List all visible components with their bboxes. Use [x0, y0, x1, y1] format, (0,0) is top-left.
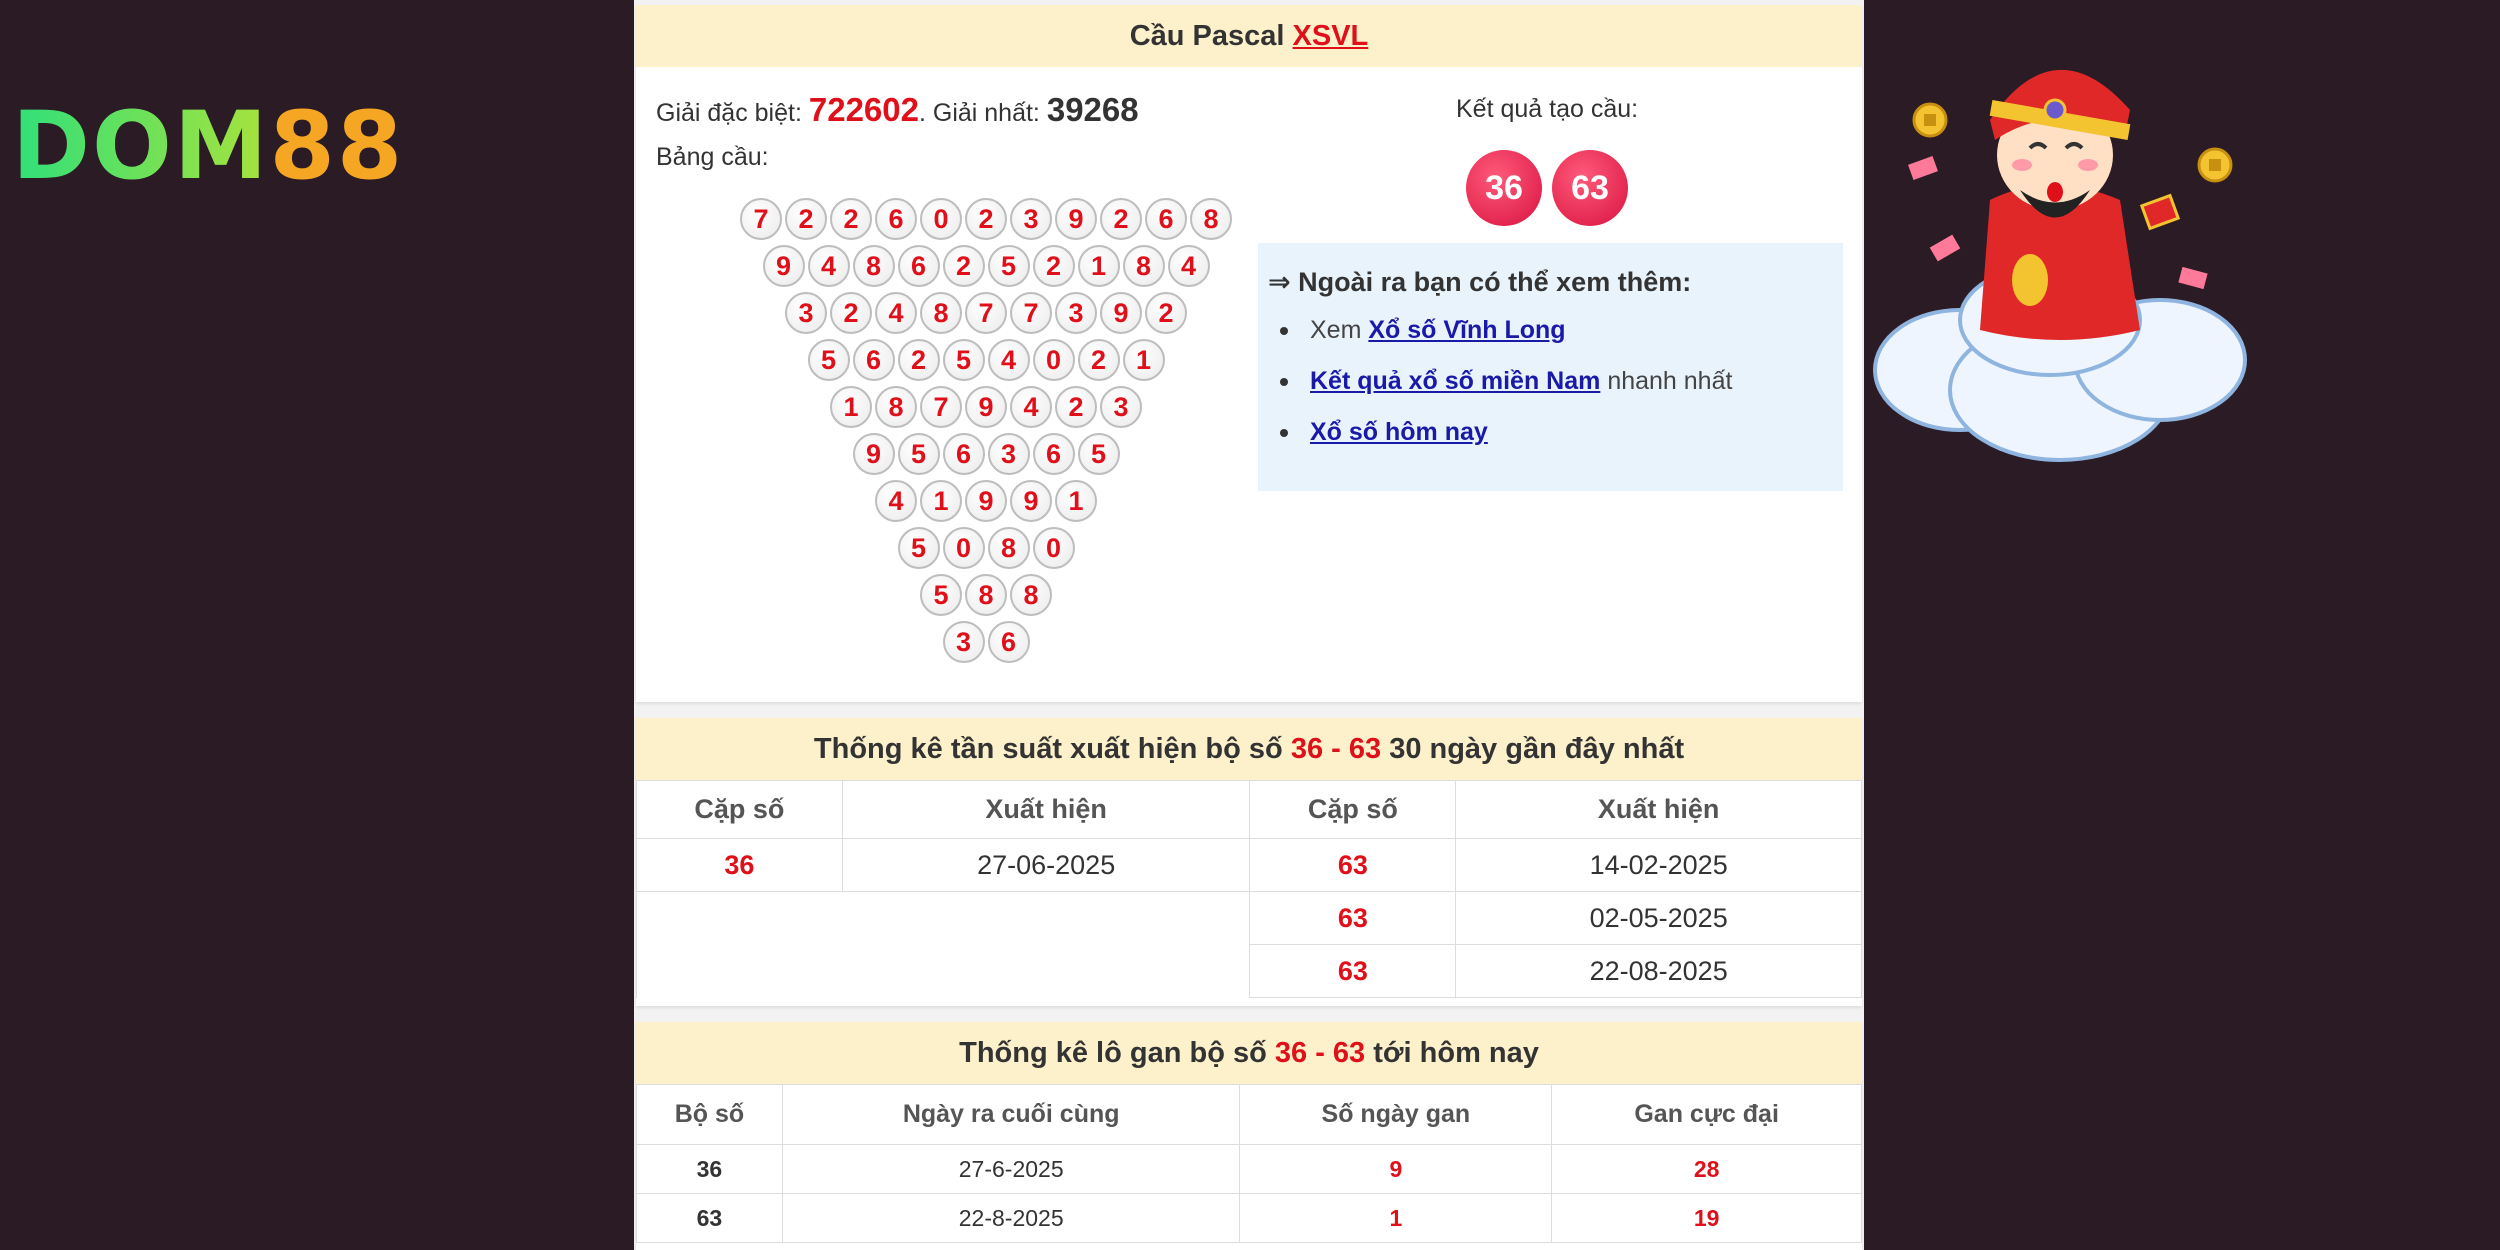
header-bo-so: Bộ số [637, 1085, 783, 1145]
lo-gan-title-suffix: tới hôm nay [1373, 1036, 1539, 1069]
bang-cau-label: Bảng cầu: [656, 143, 769, 171]
header-gan-cuc-dai: Gan cực đại [1552, 1085, 1862, 1145]
see-more-title: ⇒ Ngoài ra bạn có thể xem thêm: [1268, 267, 1692, 297]
triangle-ball: 8 [920, 292, 962, 334]
triangle-ball: 6 [1033, 433, 1075, 475]
frequency-card [636, 718, 1862, 1006]
triangle-ball: 6 [875, 198, 917, 240]
pair-cell: 63 [1250, 839, 1456, 892]
triangle-ball: 4 [1010, 386, 1052, 428]
triangle-ball: 3 [1055, 292, 1097, 334]
triangle-ball: 6 [853, 339, 895, 381]
special-prize-label: Giải đặc biệt: [656, 99, 809, 127]
pair-cell: 63 [1250, 892, 1456, 945]
triangle-row [636, 574, 1336, 616]
bo-so-cell: 36 [637, 1145, 783, 1194]
triangle-ball: 2 [965, 198, 1007, 240]
lo-gan-title-prefix: Thống kê lô gan bộ số [959, 1036, 1267, 1069]
triangle-ball: 9 [965, 480, 1007, 522]
triangle-ball: 3 [943, 621, 985, 663]
frequency-table [636, 780, 1862, 998]
triangle-ball: 0 [1033, 339, 1075, 381]
see-more-pre: Xem [1310, 316, 1362, 344]
header-so-ngay-gan: Số ngày gan [1240, 1085, 1552, 1145]
list-item [1280, 367, 1833, 396]
triangle-ball: 9 [763, 245, 805, 287]
triangle-ball: 0 [920, 198, 962, 240]
table-row [637, 892, 1862, 945]
pair-cell: 36 [637, 839, 843, 892]
triangle-ball: 8 [1190, 198, 1232, 240]
triangle-ball: 5 [898, 527, 940, 569]
triangle-row [636, 527, 1336, 569]
header-cap-so: Cặp số [1250, 781, 1456, 839]
empty-cell [637, 892, 1250, 998]
triangle-row [636, 433, 1336, 475]
triangle-ball: 2 [1078, 339, 1120, 381]
triangle-ball: 9 [1010, 480, 1052, 522]
lo-gan-title-pair: 36 - 63 [1274, 1036, 1366, 1069]
triangle-ball: 7 [920, 386, 962, 428]
triangle-ball: 8 [965, 574, 1007, 616]
triangle-ball: 4 [875, 292, 917, 334]
link-xo-so-hom-nay[interactable]: Xổ số hôm nay [1310, 418, 1488, 446]
triangle-row [636, 245, 1336, 287]
triangle-ball: 9 [853, 433, 895, 475]
triangle-ball: 3 [988, 433, 1030, 475]
header-cap-so: Cặp số [637, 781, 843, 839]
xsvl-link[interactable]: XSVL [1292, 19, 1369, 52]
link-xo-so-vinh-long[interactable]: Xổ số Vĩnh Long [1368, 316, 1566, 344]
dom88-logo[interactable] [12, 92, 405, 201]
triangle-ball: 8 [875, 386, 917, 428]
see-more-list [1268, 316, 1833, 447]
triangle-row [636, 480, 1336, 522]
frequency-title-pair: 36 - 63 [1290, 732, 1382, 765]
triangle-ball: 6 [943, 433, 985, 475]
triangle-ball: 4 [988, 339, 1030, 381]
date-cell: 02-05-2025 [1456, 892, 1862, 945]
triangle-ball: 4 [875, 480, 917, 522]
result-ball: 63 [1552, 150, 1628, 226]
triangle-ball: 8 [988, 527, 1030, 569]
triangle-ball: 1 [1123, 339, 1165, 381]
frequency-title [636, 718, 1862, 780]
max-cell: 19 [1552, 1194, 1862, 1243]
pascal-title [636, 5, 1862, 67]
days-cell: 1 [1240, 1194, 1552, 1243]
triangle-ball: 7 [740, 198, 782, 240]
triangle-row [636, 621, 1336, 663]
days-cell: 9 [1240, 1145, 1552, 1194]
first-prize-value: 39268 [1046, 91, 1139, 128]
triangle-ball: 2 [830, 292, 872, 334]
triangle-ball: 6 [1145, 198, 1187, 240]
triangle-ball: 4 [1168, 245, 1210, 287]
header-xuat-hien: Xuất hiện [1456, 781, 1862, 839]
main-panel [634, 0, 1864, 1250]
pascal-card [636, 5, 1862, 702]
triangle-ball: 4 [808, 245, 850, 287]
table-row [637, 1145, 1862, 1194]
table-row [637, 1194, 1862, 1243]
triangle-ball: 5 [1078, 433, 1120, 475]
triangle-ball: 0 [943, 527, 985, 569]
triangle-row [636, 339, 1336, 381]
special-prize-value: 722602 [808, 91, 919, 128]
triangle-ball: 2 [943, 245, 985, 287]
table-header-row [637, 1085, 1862, 1145]
triangle-ball: 2 [785, 198, 827, 240]
max-cell: 28 [1552, 1145, 1862, 1194]
triangle-ball: 7 [1010, 292, 1052, 334]
triangle-ball: 8 [1123, 245, 1165, 287]
triangle-ball: 1 [1078, 245, 1120, 287]
triangle-row [636, 292, 1336, 334]
last-date-cell: 27-6-2025 [782, 1145, 1240, 1194]
triangle-row [636, 386, 1336, 428]
triangle-ball: 2 [1055, 386, 1097, 428]
triangle-ball: 1 [1055, 480, 1097, 522]
triangle-ball: 1 [920, 480, 962, 522]
triangle-ball: 5 [898, 433, 940, 475]
logo-text-88: 88 [269, 92, 405, 201]
triangle-row [636, 198, 1336, 240]
triangle-ball: 3 [785, 292, 827, 334]
bo-so-cell: 63 [637, 1194, 783, 1243]
triangle-ball: 5 [943, 339, 985, 381]
triangle-ball: 2 [898, 339, 940, 381]
table-header-row [637, 781, 1862, 839]
bullet-icon [1280, 378, 1288, 386]
result-ball: 36 [1466, 150, 1542, 226]
triangle-ball: 6 [898, 245, 940, 287]
result-label: Kết quả tạo cầu: [1456, 95, 1639, 123]
triangle-ball: 2 [830, 198, 872, 240]
triangle-ball: 2 [1033, 245, 1075, 287]
bullet-icon [1280, 327, 1288, 335]
list-item [1280, 316, 1833, 345]
triangle-ball: 8 [853, 245, 895, 287]
lo-gan-title [636, 1022, 1862, 1084]
prize-line [656, 91, 1139, 129]
header-xuat-hien: Xuất hiện [842, 781, 1250, 839]
triangle-ball: 5 [920, 574, 962, 616]
first-prize-label: . Giải nhất: [918, 99, 1047, 127]
triangle-ball: 7 [965, 292, 1007, 334]
logo-text-dom: DOM [12, 92, 270, 201]
triangle-ball: 1 [830, 386, 872, 428]
triangle-ball: 0 [1033, 527, 1075, 569]
triangle-ball: 9 [965, 386, 1007, 428]
date-cell: 22-08-2025 [1456, 945, 1862, 998]
triangle-ball: 2 [1145, 292, 1187, 334]
triangle-ball: 5 [988, 245, 1030, 287]
triangle-ball: 2 [1100, 198, 1142, 240]
header-ngay-ra-cuoi-cung: Ngày ra cuối cùng [782, 1085, 1240, 1145]
date-cell: 27-06-2025 [842, 839, 1250, 892]
frequency-title-prefix: Thống kê tần suất xuất hiện bộ số [813, 732, 1283, 765]
see-more-box [1258, 243, 1843, 491]
lo-gan-card [636, 1022, 1862, 1250]
triangle-ball: 9 [1100, 292, 1142, 334]
triangle-ball: 3 [1010, 198, 1052, 240]
triangle-ball: 8 [1010, 574, 1052, 616]
result-balls [1466, 150, 1628, 226]
pair-cell: 63 [1250, 945, 1456, 998]
link-ket-qua-xo-so-mien-nam[interactable]: Kết quả xổ số miền Nam [1310, 367, 1601, 395]
date-cell: 14-02-2025 [1456, 839, 1862, 892]
see-more-post: nhanh nhất [1607, 367, 1733, 395]
last-date-cell: 22-8-2025 [782, 1194, 1240, 1243]
bullet-icon [1280, 429, 1288, 437]
triangle-ball: 3 [1100, 386, 1142, 428]
frequency-title-suffix: 30 ngày gần đây nhất [1389, 732, 1685, 765]
triangle-ball: 9 [1055, 198, 1097, 240]
triangle-ball: 6 [988, 621, 1030, 663]
list-item [1280, 418, 1833, 447]
lo-gan-table [636, 1084, 1862, 1243]
pascal-title-text: Cầu Pascal [1129, 19, 1285, 52]
table-row [637, 839, 1862, 892]
triangle-ball: 5 [808, 339, 850, 381]
